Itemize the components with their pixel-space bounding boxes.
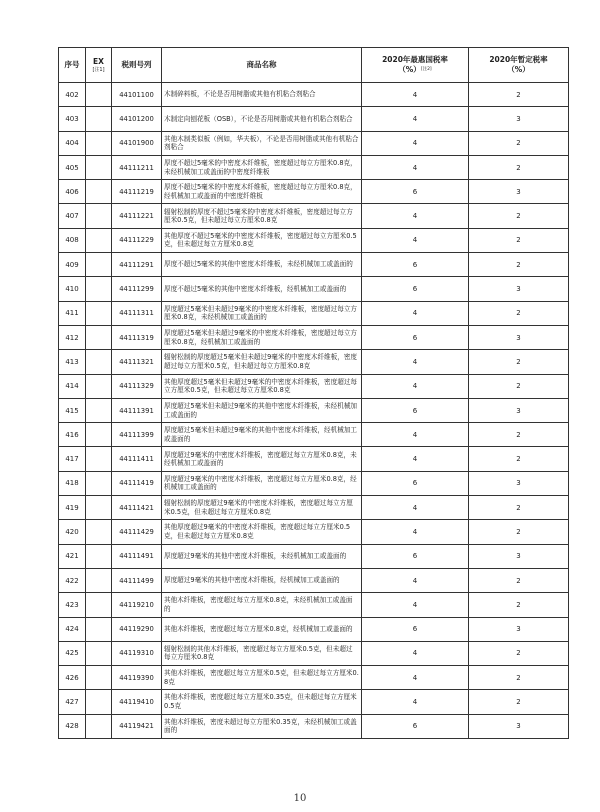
mfn-rate-cell: 4 bbox=[362, 423, 469, 447]
header-code: 税则号列 bbox=[112, 48, 162, 83]
temp-rate-cell: 3 bbox=[469, 617, 569, 641]
tariff-code-cell: 44111211 bbox=[112, 155, 162, 179]
temp-rate-cell: 2 bbox=[469, 204, 569, 228]
mfn-rate-cell: 4 bbox=[362, 568, 469, 592]
table-row bbox=[59, 228, 569, 252]
product-name-cell: 其他厚度不超过5毫米的中密度木纤维板，密度超过每立方厘米0.5克，但未超过每立方厘米0.8克 bbox=[162, 228, 362, 252]
product-name-cell: 其他木纤维板，密度超过每立方厘米0.35克，但未超过每立方厘米0.5克 bbox=[162, 690, 362, 714]
header-ex-note: [注1] bbox=[92, 67, 105, 73]
seq-cell: 411 bbox=[59, 301, 86, 325]
temp-rate-cell: 2 bbox=[469, 690, 569, 714]
tariff-code-cell: 44119290 bbox=[112, 617, 162, 641]
product-name-cell: 木制定向刨花板（OSB），不论是否用树脂或其他有机粘合剂粘合 bbox=[162, 107, 362, 131]
tariff-code-cell: 44111321 bbox=[112, 350, 162, 374]
product-name-cell: 厚度超过5毫米但未超过9毫米的其他中密度木纤维板，经机械加工或盖面的 bbox=[162, 423, 362, 447]
tariff-code-cell: 44111229 bbox=[112, 228, 162, 252]
ex-cell bbox=[86, 253, 112, 277]
tariff-code-cell: 44119390 bbox=[112, 666, 162, 690]
mfn-rate-cell: 4 bbox=[362, 690, 469, 714]
ex-cell bbox=[86, 568, 112, 592]
product-name-cell: 其他厚度超过5毫米但未超过9毫米的中密度木纤维板，密度超过每立方厘米0.5克，但未超过每立方厘米0.8克 bbox=[162, 374, 362, 398]
product-name-cell: 厚度不超过5毫米的中密度木纤维板，密度超过每立方厘米0.8克，未经机械加工或盖面的中密度纤维板 bbox=[162, 155, 362, 179]
temp-rate-cell: 2 bbox=[469, 228, 569, 252]
tariff-code-cell: 44111491 bbox=[112, 544, 162, 568]
header-tmp-line2: （%） bbox=[507, 65, 530, 74]
header-ex-label: EX bbox=[93, 57, 104, 66]
ex-cell bbox=[86, 423, 112, 447]
mfn-rate-cell: 6 bbox=[362, 617, 469, 641]
temp-rate-cell: 2 bbox=[469, 350, 569, 374]
seq-cell: 405 bbox=[59, 155, 86, 179]
table-row bbox=[59, 666, 569, 690]
temp-rate-cell: 2 bbox=[469, 641, 569, 665]
table-row bbox=[59, 423, 569, 447]
header-ex bbox=[86, 48, 112, 83]
mfn-rate-cell: 6 bbox=[362, 180, 469, 204]
mfn-rate-cell: 6 bbox=[362, 253, 469, 277]
header-name: 商品名称 bbox=[162, 48, 362, 83]
table-row bbox=[59, 277, 569, 301]
mfn-rate-cell: 4 bbox=[362, 155, 469, 179]
seq-cell: 420 bbox=[59, 520, 86, 544]
seq-cell: 416 bbox=[59, 423, 86, 447]
seq-cell: 418 bbox=[59, 471, 86, 495]
table-row bbox=[59, 253, 569, 277]
seq-cell: 406 bbox=[59, 180, 86, 204]
mfn-rate-cell: 6 bbox=[362, 544, 469, 568]
tariff-code-cell: 44101200 bbox=[112, 107, 162, 131]
table-row bbox=[59, 350, 569, 374]
ex-cell bbox=[86, 180, 112, 204]
product-name-cell: 辐射松制的厚度超过5毫米但未超过9毫米的中密度木纤维板，密度超过每立方厘米0.5克，但未超过每立方厘米0.8克 bbox=[162, 350, 362, 374]
table-row bbox=[59, 180, 569, 204]
product-name-cell: 厚度超过5毫米但未超过9毫米的中密度木纤维板，密度超过每立方厘米0.8克，未经机械加工或盖面的 bbox=[162, 301, 362, 325]
mfn-rate-cell: 4 bbox=[362, 131, 469, 155]
mfn-rate-cell: 6 bbox=[362, 398, 469, 422]
temp-rate-cell: 3 bbox=[469, 544, 569, 568]
mfn-rate-cell: 4 bbox=[362, 83, 469, 107]
product-name-cell: 其他木制类似板（例如，华夫板），不论是否用树脂或其他有机粘合剂粘合 bbox=[162, 131, 362, 155]
ex-cell bbox=[86, 471, 112, 495]
ex-cell bbox=[86, 714, 112, 738]
ex-cell bbox=[86, 690, 112, 714]
seq-cell: 409 bbox=[59, 253, 86, 277]
mfn-rate-cell: 4 bbox=[362, 350, 469, 374]
tariff-code-cell: 44101100 bbox=[112, 83, 162, 107]
table-header-row bbox=[59, 48, 569, 83]
mfn-rate-cell: 4 bbox=[362, 641, 469, 665]
product-name-cell: 厚度超过5毫米但未超过9毫米的其他中密度木纤维板，未经机械加工或盖面的 bbox=[162, 398, 362, 422]
product-name-cell: 辐射松制的厚度超过9毫米的中密度木纤维板，密度超过每立方厘米0.5克，但未超过每立方厘米0.8克 bbox=[162, 496, 362, 520]
product-name-cell: 厚度超过5毫米但未超过9毫米的中密度木纤维板，密度超过每立方厘米0.8克，经机械加工或盖面的 bbox=[162, 325, 362, 349]
seq-cell: 427 bbox=[59, 690, 86, 714]
product-name-cell: 厚度超过9毫米的中密度木纤维板，密度超过每立方厘米0.8克，经机械加工或盖面的 bbox=[162, 471, 362, 495]
ex-cell bbox=[86, 107, 112, 131]
table-row bbox=[59, 83, 569, 107]
ex-cell bbox=[86, 520, 112, 544]
table-row bbox=[59, 204, 569, 228]
mfn-rate-cell: 4 bbox=[362, 520, 469, 544]
table-row bbox=[59, 690, 569, 714]
product-name-cell: 厚度超过9毫米的其他中密度木纤维板，未经机械加工或盖面的 bbox=[162, 544, 362, 568]
table-row bbox=[59, 544, 569, 568]
temp-rate-cell: 3 bbox=[469, 180, 569, 204]
table-row bbox=[59, 325, 569, 349]
table-row bbox=[59, 520, 569, 544]
ex-cell bbox=[86, 641, 112, 665]
ex-cell bbox=[86, 544, 112, 568]
table-row bbox=[59, 398, 569, 422]
seq-cell: 404 bbox=[59, 131, 86, 155]
product-name-cell: 木制碎料板，不论是否用树脂或其他有机粘合剂粘合 bbox=[162, 83, 362, 107]
mfn-rate-cell: 4 bbox=[362, 301, 469, 325]
seq-cell: 414 bbox=[59, 374, 86, 398]
seq-cell: 403 bbox=[59, 107, 86, 131]
temp-rate-cell: 3 bbox=[469, 325, 569, 349]
ex-cell bbox=[86, 447, 112, 471]
seq-cell: 424 bbox=[59, 617, 86, 641]
product-name-cell: 厚度超过9毫米的其他中密度木纤维板，经机械加工或盖面的 bbox=[162, 568, 362, 592]
page-number: 10 bbox=[293, 793, 307, 804]
product-name-cell: 其他厚度超过9毫米的中密度木纤维板，密度超过每立方厘米0.5克，但未超过每立方厘米0.8克 bbox=[162, 520, 362, 544]
ex-cell bbox=[86, 83, 112, 107]
tariff-code-cell: 44119210 bbox=[112, 593, 162, 617]
ex-cell bbox=[86, 617, 112, 641]
tariff-code-cell: 44101900 bbox=[112, 131, 162, 155]
seq-cell: 423 bbox=[59, 593, 86, 617]
seq-cell: 407 bbox=[59, 204, 86, 228]
header-mfn-line1: 2020年最惠国税率 bbox=[382, 55, 448, 64]
tariff-code-cell: 44111219 bbox=[112, 180, 162, 204]
mfn-rate-cell: 6 bbox=[362, 277, 469, 301]
seq-cell: 413 bbox=[59, 350, 86, 374]
seq-cell: 408 bbox=[59, 228, 86, 252]
table-row bbox=[59, 107, 569, 131]
tariff-code-cell: 44111221 bbox=[112, 204, 162, 228]
seq-cell: 428 bbox=[59, 714, 86, 738]
temp-rate-cell: 2 bbox=[469, 496, 569, 520]
temp-rate-cell: 2 bbox=[469, 301, 569, 325]
header-mfn-note: [注2] bbox=[420, 67, 432, 72]
table-row bbox=[59, 374, 569, 398]
header-mfn-rate bbox=[362, 48, 469, 83]
header-temp-rate bbox=[469, 48, 569, 83]
temp-rate-cell: 2 bbox=[469, 520, 569, 544]
table-body bbox=[59, 83, 569, 739]
ex-cell bbox=[86, 325, 112, 349]
product-name-cell: 厚度不超过5毫米的中密度木纤维板，密度超过每立方厘米0.8克，经机械加工或盖面的中密度纤维板 bbox=[162, 180, 362, 204]
mfn-rate-cell: 6 bbox=[362, 471, 469, 495]
temp-rate-cell: 3 bbox=[469, 277, 569, 301]
ex-cell bbox=[86, 496, 112, 520]
ex-cell bbox=[86, 155, 112, 179]
header-seq: 序号 bbox=[59, 48, 86, 83]
seq-cell: 412 bbox=[59, 325, 86, 349]
seq-cell: 402 bbox=[59, 83, 86, 107]
temp-rate-cell: 2 bbox=[469, 423, 569, 447]
seq-cell: 410 bbox=[59, 277, 86, 301]
temp-rate-cell: 2 bbox=[469, 593, 569, 617]
ex-cell bbox=[86, 593, 112, 617]
tariff-code-cell: 44111329 bbox=[112, 374, 162, 398]
seq-cell: 422 bbox=[59, 568, 86, 592]
tariff-code-cell: 44119410 bbox=[112, 690, 162, 714]
table-row bbox=[59, 568, 569, 592]
tariff-code-cell: 44111391 bbox=[112, 398, 162, 422]
temp-rate-cell: 3 bbox=[469, 714, 569, 738]
ex-cell bbox=[86, 398, 112, 422]
table-row bbox=[59, 617, 569, 641]
temp-rate-cell: 2 bbox=[469, 374, 569, 398]
table-row bbox=[59, 496, 569, 520]
temp-rate-cell: 2 bbox=[469, 83, 569, 107]
mfn-rate-cell: 4 bbox=[362, 666, 469, 690]
product-name-cell: 厚度不超过5毫米的其他中密度木纤维板，未经机械加工或盖面的 bbox=[162, 253, 362, 277]
seq-cell: 417 bbox=[59, 447, 86, 471]
seq-cell: 426 bbox=[59, 666, 86, 690]
tariff-code-cell: 44111499 bbox=[112, 568, 162, 592]
seq-cell: 421 bbox=[59, 544, 86, 568]
temp-rate-cell: 3 bbox=[469, 398, 569, 422]
tariff-code-cell: 44111429 bbox=[112, 520, 162, 544]
table-row bbox=[59, 155, 569, 179]
tariff-code-cell: 44111399 bbox=[112, 423, 162, 447]
product-name-cell: 辐射松制的厚度不超过5毫米的中密度木纤维板，密度超过每立方厘米0.5克，但未超过每立方厘米0.8克 bbox=[162, 204, 362, 228]
mfn-rate-cell: 4 bbox=[362, 204, 469, 228]
tariff-code-cell: 44111419 bbox=[112, 471, 162, 495]
product-name-cell: 厚度不超过5毫米的其他中密度木纤维板，经机械加工或盖面的 bbox=[162, 277, 362, 301]
tariff-code-cell: 44111411 bbox=[112, 447, 162, 471]
mfn-rate-cell: 4 bbox=[362, 107, 469, 131]
product-name-cell: 辐射松制的其他木纤维板，密度超过每立方厘米0.5克，但未超过每立方厘米0.8克 bbox=[162, 641, 362, 665]
ex-cell bbox=[86, 228, 112, 252]
table-row bbox=[59, 641, 569, 665]
product-name-cell: 厚度超过9毫米的中密度木纤维板，密度超过每立方厘米0.8克，未经机械加工或盖面的 bbox=[162, 447, 362, 471]
ex-cell bbox=[86, 666, 112, 690]
ex-cell bbox=[86, 277, 112, 301]
product-name-cell: 其他木纤维板，密度超过每立方厘米0.5克，但未超过每立方厘米0.8克 bbox=[162, 666, 362, 690]
temp-rate-cell: 2 bbox=[469, 666, 569, 690]
product-name-cell: 其他木纤维板，密度超过每立方厘米0.8克，未经机械加工或盖面的 bbox=[162, 593, 362, 617]
ex-cell bbox=[86, 350, 112, 374]
mfn-rate-cell: 4 bbox=[362, 447, 469, 471]
tariff-code-cell: 44111319 bbox=[112, 325, 162, 349]
tariff-code-cell: 44111291 bbox=[112, 253, 162, 277]
ex-cell bbox=[86, 204, 112, 228]
seq-cell: 425 bbox=[59, 641, 86, 665]
mfn-rate-cell: 4 bbox=[362, 228, 469, 252]
tariff-table bbox=[58, 47, 569, 739]
temp-rate-cell: 2 bbox=[469, 253, 569, 277]
tariff-code-cell: 44119421 bbox=[112, 714, 162, 738]
temp-rate-cell: 2 bbox=[469, 131, 569, 155]
mfn-rate-cell: 4 bbox=[362, 593, 469, 617]
ex-cell bbox=[86, 374, 112, 398]
tariff-code-cell: 44111299 bbox=[112, 277, 162, 301]
mfn-rate-cell: 4 bbox=[362, 496, 469, 520]
tariff-code-cell: 44119310 bbox=[112, 641, 162, 665]
temp-rate-cell: 3 bbox=[469, 471, 569, 495]
temp-rate-cell: 2 bbox=[469, 155, 569, 179]
header-mfn-line2: （%） bbox=[398, 65, 421, 74]
ex-cell bbox=[86, 301, 112, 325]
product-name-cell: 其他木纤维板，密度超过每立方厘米0.8克，经机械加工或盖面的 bbox=[162, 617, 362, 641]
table-row bbox=[59, 471, 569, 495]
table-row bbox=[59, 447, 569, 471]
table-row bbox=[59, 593, 569, 617]
mfn-rate-cell: 4 bbox=[362, 374, 469, 398]
tariff-code-cell: 44111311 bbox=[112, 301, 162, 325]
temp-rate-cell: 2 bbox=[469, 568, 569, 592]
seq-cell: 419 bbox=[59, 496, 86, 520]
temp-rate-cell: 3 bbox=[469, 107, 569, 131]
table-row bbox=[59, 714, 569, 738]
mfn-rate-cell: 6 bbox=[362, 325, 469, 349]
seq-cell: 415 bbox=[59, 398, 86, 422]
tariff-code-cell: 44111421 bbox=[112, 496, 162, 520]
product-name-cell: 其他木纤维板，密度未超过每立方厘米0.35克，未经机械加工或盖面的 bbox=[162, 714, 362, 738]
temp-rate-cell: 2 bbox=[469, 447, 569, 471]
mfn-rate-cell: 6 bbox=[362, 714, 469, 738]
table-row bbox=[59, 301, 569, 325]
header-tmp-line1: 2020年暂定税率 bbox=[489, 55, 548, 64]
table-row bbox=[59, 131, 569, 155]
ex-cell bbox=[86, 131, 112, 155]
